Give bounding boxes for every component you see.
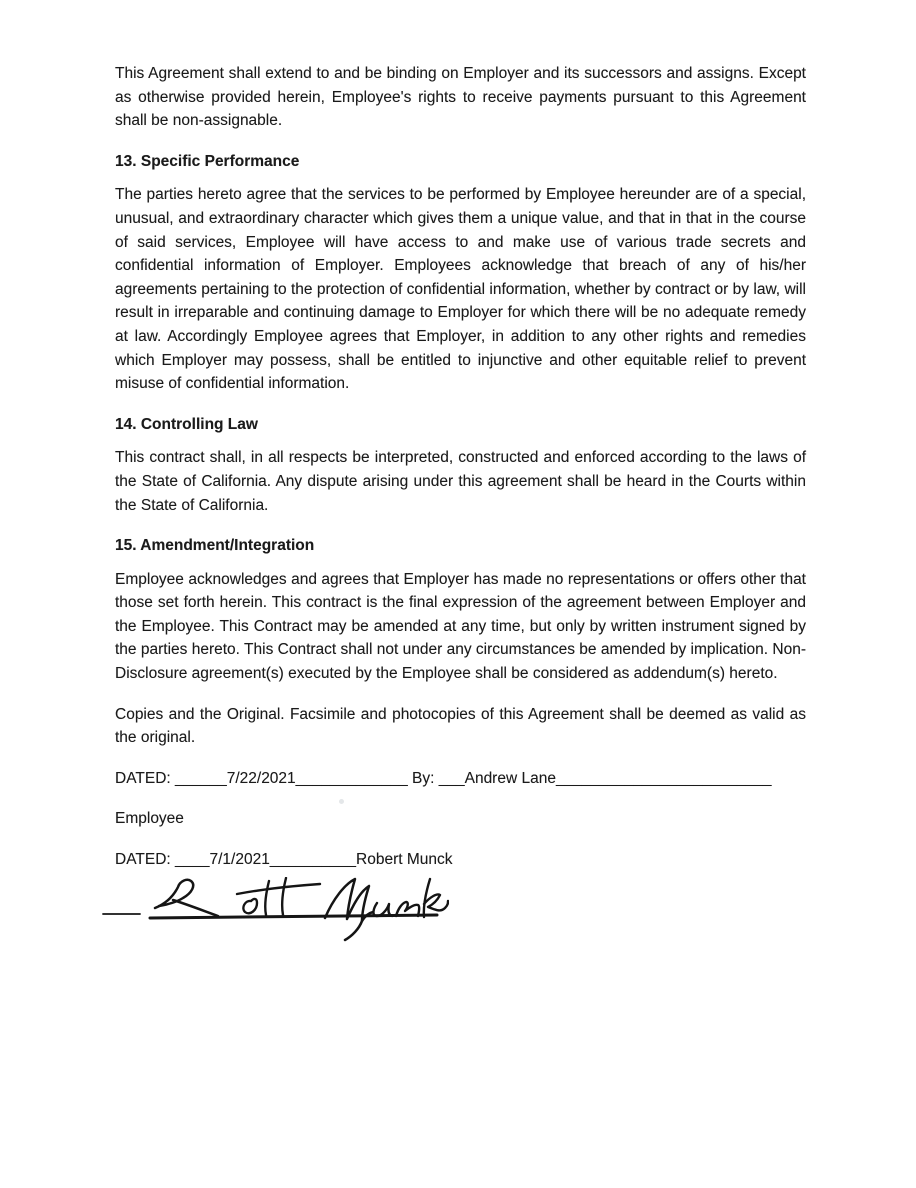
section-heading-controlling-law: 14. Controlling Law — [115, 415, 258, 433]
section-body-controlling-law: This contract shall, in all respects be interpreted, constructed and enforced according to the laws of the State of California. Any dispute arising under this agreement shall be heard in the Courts within the State of California. — [115, 449, 806, 514]
section-heading-specific-performance: 13. Specific Performance — [115, 152, 300, 170]
section-body-amendment-integration: Employee acknowledges and agrees that Employer has made no representations or offers other that those set forth herein. This contract is the final expression of the agreement between Employer and the Employee. This Contract may be amended at any time, but only by written instrument signed by the parties hereto. This Contract shall not under any circumstances be amended by implication. Non-Disclosure agreement(s) executed by the Employee shall be considered as addendum(s) hereto. — [115, 570, 806, 683]
intro-paragraph: This Agreement shall extend to and be binding on Employer and its successors and assigns. Except as otherwise provided herein, Employee's rights to receive payments pursuant to this Agreement shall be non-assignable. — [115, 65, 806, 130]
employee-dated-line: DATED: ____7/1/2021__________Robert Munck — [115, 851, 453, 869]
employer-dated-line: DATED: ______7/22/2021_____________ By: ___Andrew Lane_________________________ — [115, 769, 772, 787]
section-heading-amendment-integration: 15. Amendment/Integration — [115, 537, 315, 555]
handwritten-signature — [99, 877, 449, 942]
scan-speck — [339, 799, 344, 804]
contract-body — [115, 62, 806, 939]
employee-label: Employee — [115, 810, 184, 828]
signature-area — [115, 877, 806, 939]
copies-paragraph: Copies and the Original. Facsimile and photocopies of this Agreement shall be deemed as valid as the original. — [115, 705, 806, 747]
section-body-specific-performance: The parties hereto agree that the services to be performed by Employee hereunder are of a special, unusual, and extraordinary character which gives them a unique value, and that in that in the course of said services, Employee will have access to and make use of various trade secrets and confidential information of Employer. Employees acknowledge that breach of any of his/her agreements pertaining to the protection of confidential information, whether by contract or by law, will result in irreparable and continuing damage to Employer for which there will be no adequate remedy at law. Accordingly Employee agrees that Employer, in addition to any other rights and remedies which Employer may possess, shall be entitled to injunctive and other equitable relief to prevent misuse of confidential information. — [115, 186, 806, 393]
